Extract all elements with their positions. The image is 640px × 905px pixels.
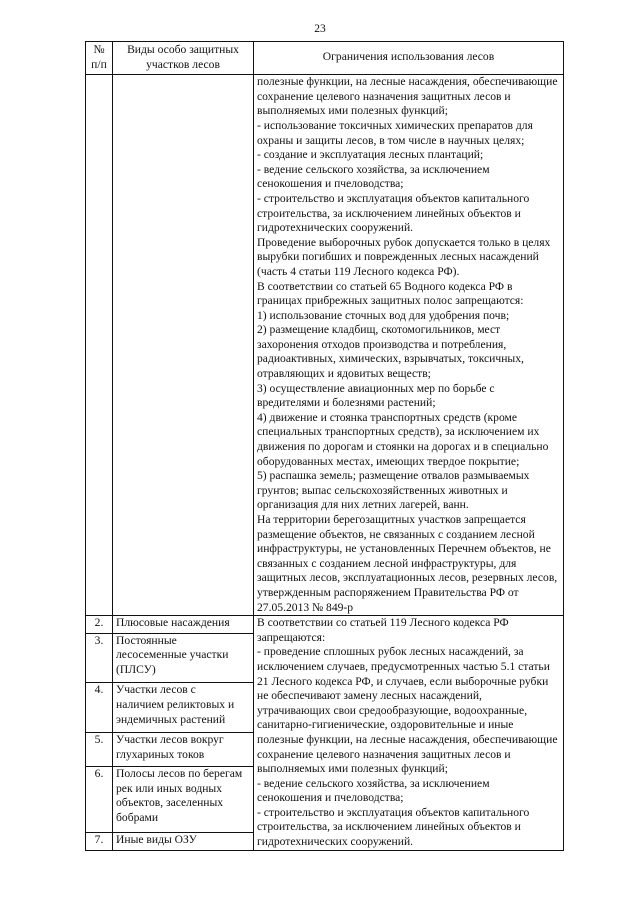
restriction-text-line: защитных лесов, эксплуатационных лесов, резервных лесов,: [257, 571, 558, 585]
restriction-text-line: размещение объектов, не связанных с созданием лесной: [257, 527, 535, 541]
restriction-text-line: В соответствии со статьей 119 Лесного кодекса РФ: [257, 616, 509, 630]
restriction-text-line: 5) распашка земель; размещение отвалов размываемых: [257, 469, 530, 483]
restriction-text-line: утрачивающих свои средообразующие, водоохранные,: [257, 703, 528, 717]
restriction-text-line: 2) размещение кладбищ, скотомогильников, мест: [257, 323, 501, 337]
restriction-text-line: сохранение целевого назначения защитных лесов и: [257, 747, 511, 761]
restriction-text-line: выполняемых ими полезных функций;: [257, 762, 448, 776]
restrictions-table: [85, 41, 564, 851]
protected-area-type: [113, 833, 254, 850]
restriction-text-line: связанных с созданием лесной инфраструктуры, для: [257, 556, 517, 570]
restriction-text-line: (часть 4 статьи 119 Лесного кодекса РФ).: [257, 264, 460, 278]
restriction-text-line: запрещаются:: [257, 630, 326, 644]
table-row: [86, 616, 564, 633]
area-type-line: Участки лесов с: [116, 683, 196, 697]
restriction-text-line: утвержденным распоряжением Правительства РФ от: [257, 585, 519, 599]
row-number: 5.: [86, 733, 113, 767]
area-type-line: бобрами: [116, 810, 159, 824]
restriction-text-line: - создание и эксплуатация лесных плантаций;: [257, 148, 484, 162]
restriction-text-line: 1) использование сточных вод для удобрения почв;: [257, 308, 510, 322]
restriction-text-line: 3) осуществление авиационных мер по борьбе с: [257, 381, 495, 395]
restriction-text-line: - строительство и эксплуатация объектов капитального: [257, 805, 530, 819]
restriction-text-line: гидротехнических сооружений.: [257, 835, 414, 849]
area-type-line: Участки лесов вокруг: [116, 733, 224, 747]
restriction-text-line: радиоактивных, химических, взрывчатых, токсичных,: [257, 352, 524, 366]
restriction-text-line: Проведение выборочных рубок допускается только в целях: [257, 235, 551, 249]
continuation-restrictions-cell: [254, 75, 564, 616]
area-type-line: Полосы лесов по берегам: [116, 767, 243, 781]
area-type-line: объектов, заселенных: [116, 796, 224, 810]
protected-area-type: [113, 616, 254, 633]
restriction-text-line: сенокошения и пчеловодства;: [257, 177, 404, 191]
row-number: 2.: [86, 616, 113, 633]
restriction-text-line: сенокошения и пчеловодства;: [257, 791, 404, 805]
restriction-text-line: - использование токсичных химических препаратов для: [257, 118, 533, 132]
restriction-text-line: оборудованных местах, имеющих твердое покрытие;: [257, 454, 520, 468]
restriction-text-line: охраны и защиты лесов, в том числе в научных целях;: [257, 133, 525, 147]
protected-area-type: [113, 767, 254, 833]
area-type-line: (ПЛСУ): [116, 662, 156, 676]
restriction-text-line: строительства, за исключением линейных объектов и: [257, 820, 521, 834]
restriction-text-line: 4) движение и стоянка транспортных средств (кроме: [257, 410, 518, 424]
restriction-text-line: - строительство и эксплуатация объектов капитального: [257, 191, 530, 205]
continuation-row: [86, 75, 564, 616]
restriction-text-line: вредителями и болезнями растений;: [257, 396, 436, 410]
restriction-text-line: - ведение сельского хозяйства, за исключением: [257, 776, 490, 790]
restriction-text-line: - проведение сплошных рубок лесных насаждений, за: [257, 645, 524, 659]
restriction-text-line: санитарно-гигиенические, оздоровительные и иные: [257, 718, 514, 732]
header-restrictions: Ограничения использования лесов: [254, 42, 564, 75]
restriction-text-line: сохранение целевого назначения защитных лесов и: [257, 89, 511, 103]
area-type-line: наличием реликтовых и: [116, 698, 235, 712]
restriction-text-line: организация для них летних лагерей, ванн.: [257, 498, 469, 512]
protected-area-type: [113, 633, 254, 683]
area-type-line: лесосеменные участки: [116, 648, 229, 662]
protected-area-type: [113, 683, 254, 733]
page-number: 23: [314, 23, 326, 35]
restriction-text-line: инфраструктуры, не установленных Перечнем объектов, не: [257, 542, 551, 556]
header-type: Виды особо защитных участков лесов: [113, 42, 254, 75]
restriction-text-line: 21 Лесного кодекса РФ, и случаев, если выборочные рубки: [257, 674, 549, 688]
restriction-text-line: гидротехнических сооружений.: [257, 221, 414, 235]
shared-restrictions-cell: [254, 616, 564, 851]
restriction-text-line: полезные функции, на лесные насаждения, обеспечивающие: [257, 732, 558, 746]
restriction-text-line: грунтов; выпас сельскохозяйственных животных и: [257, 483, 508, 497]
restriction-text-line: не обеспечивают замену лесных насаждений,: [257, 689, 482, 703]
restriction-text-line: отравляющих и ядовитых веществ;: [257, 367, 431, 381]
continuation-type-cell: [113, 75, 254, 616]
restriction-text-line: 27.05.2013 № 849-р: [257, 600, 354, 614]
header-num: № п/п: [86, 42, 113, 75]
restriction-text-line: полезные функции, на лесные насаждения, обеспечивающие: [257, 75, 558, 89]
restriction-text-line: захоронения отходов производства и потребления,: [257, 337, 507, 351]
continuation-num-cell: [86, 75, 113, 616]
row-number: 4.: [86, 683, 113, 733]
row-number: 3.: [86, 633, 113, 683]
row-number: 6.: [86, 767, 113, 833]
area-type-line: эндемичных растений: [116, 712, 226, 726]
restriction-text-line: вырубки погибших и поврежденных лесных насаждений: [257, 250, 539, 264]
row-number: 7.: [86, 833, 113, 850]
protected-area-type: [113, 733, 254, 767]
restriction-text-line: границах прибрежных защитных полос запрещаются:: [257, 294, 524, 308]
area-type-line: Плюсовые насаждения: [116, 616, 230, 630]
table-header-row: [86, 42, 564, 75]
restriction-text-line: строительства, за исключением линейных объектов и: [257, 206, 521, 220]
restriction-text-line: специальных транспортных средств), за исключением их: [257, 425, 540, 439]
area-type-line: рек или иных водных: [116, 781, 223, 795]
area-type-line: глухариных токов: [116, 747, 205, 761]
restriction-text-line: исключением случаев, предусмотренных частью 5.1 статьи: [257, 659, 550, 673]
restriction-text-line: - ведение сельского хозяйства, за исключением: [257, 162, 490, 176]
restriction-text-line: В соответствии со статьей 65 Водного кодекса РФ в: [257, 279, 513, 293]
area-type-line: Постоянные: [116, 633, 177, 647]
restriction-text-line: На территории берегозащитных участков запрещается: [257, 513, 526, 526]
restriction-text-line: выполняемых ими полезных функций;: [257, 104, 448, 118]
area-type-line: Иные виды ОЗУ: [116, 833, 197, 847]
restriction-text-line: движения по дорогам и стоянки на дорогах и в специально: [257, 440, 549, 454]
